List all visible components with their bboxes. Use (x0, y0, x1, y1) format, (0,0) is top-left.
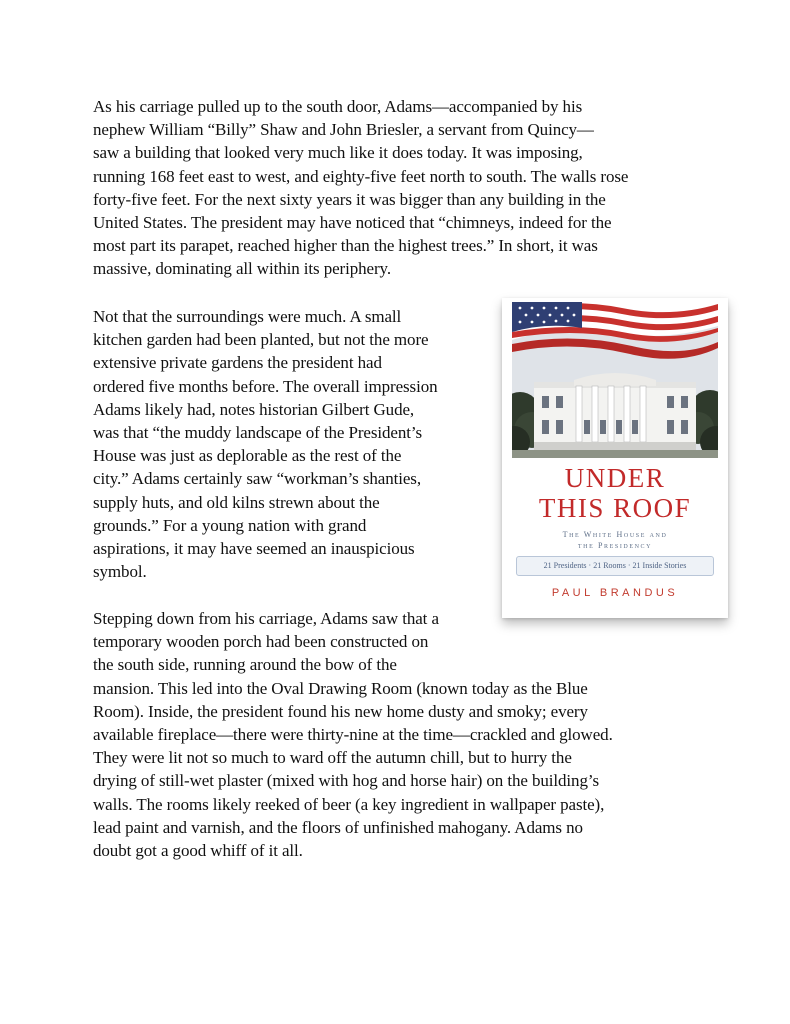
text-line: As his carriage pulled up to the south door, Adams—accompanied by his (93, 97, 583, 116)
text-line: nephew William “Billy” Shaw and John Briesler, a servant from Quincy— (93, 120, 594, 140)
book-tagline: 21 Presidents · 21 Rooms · 21 Inside Stories (543, 561, 687, 570)
text-line: temporary wooden porch had been constructed on (93, 632, 429, 652)
paragraph-1 (93, 95, 628, 281)
text-line: saw a building that looked very much like it does today. It was imposing, (93, 143, 583, 163)
text-line: Not that the surroundings were much. A small (93, 307, 402, 326)
text-line: United States. The president may have noticed that “chimneys, indeed for the (93, 213, 612, 233)
text-line: kitchen garden had been planted, but not the more (93, 330, 429, 350)
text-line: city.” Adams certainly saw “workman’s shanties, (93, 469, 421, 489)
book-subtitle-line: the Presidency (577, 541, 653, 550)
book-title-line: THIS ROOF (538, 493, 692, 523)
book-subtitle-line: The White House and (562, 530, 668, 539)
book-title-line: UNDER (564, 463, 666, 493)
text-line: lead paint and varnish, and the floors of unfinished mahogany. Adams no (93, 817, 583, 837)
paragraph-3 (93, 607, 613, 862)
text-line: doubt got a good whiff of it all. (93, 841, 303, 861)
text-line: forty-five feet. For the next sixty years it was bigger than any building in the (93, 189, 606, 209)
text-line: drying of still-wet plaster (mixed with hog and horse hair) on the building’s (93, 771, 599, 791)
text-line: symbol. (93, 562, 147, 582)
text-line: walls. The rooms likely reeked of beer (a key ingredient in wallpaper paste), (93, 794, 605, 814)
text-line: running 168 feet east to west, and eighty-five feet north to south. The walls rose (93, 166, 629, 186)
text-line: extensive private gardens the president had (93, 353, 382, 373)
text-line: massive, dominating all within its periphery. (93, 259, 391, 279)
book-tagline-box (516, 556, 714, 576)
text-line: was that “the muddy landscape of the President’s (93, 423, 422, 443)
text-line: Room). Inside, the president found his new home dusty and smoky; every (93, 701, 588, 721)
book-author: PAUL BRANDUS (551, 587, 679, 599)
text-line: They were lit not so much to ward off the autumn chill, but to hurry the (93, 748, 572, 768)
text-line: grounds.” For a young nation with grand (93, 515, 367, 535)
text-line: House was just as deplorable as the rest of the (93, 446, 402, 466)
paragraph-2 (93, 305, 438, 583)
book-cover-image (502, 298, 728, 618)
text-line: most part its parapet, reached higher than the highest trees.” In short, it was (93, 236, 598, 256)
text-line: mansion. This led into the Oval Drawing Room (known today as the Blue (93, 678, 588, 698)
text-line: Adams likely had, notes historian Gilbert Gude, (93, 399, 415, 419)
text-line: supply huts, and old kilns strewn about the (93, 492, 380, 512)
text-line: available fireplace—there were thirty-nine at the time—crackled and glowed. (93, 725, 613, 745)
text-line: the south side, running around the bow of the (93, 655, 397, 675)
text-line: ordered five months before. The overall impression (93, 376, 438, 396)
text-line: aspirations, it may have seemed an inauspicious (93, 539, 415, 559)
text-line: Stepping down from his carriage, Adams saw that a (93, 609, 439, 628)
white-house-icon (512, 302, 718, 458)
